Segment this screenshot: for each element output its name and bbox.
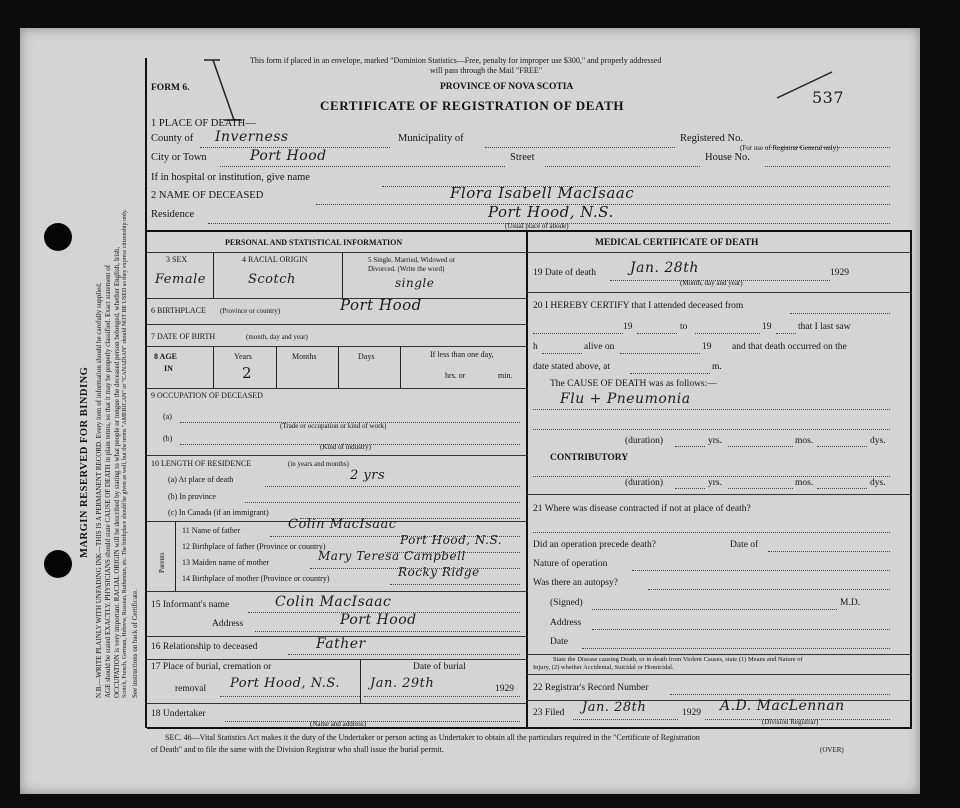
death-certificate-page <box>20 28 920 794</box>
relationship-label: 16 Relationship to deceased <box>151 642 258 652</box>
father-birthplace-value: Port Hood, N.S. <box>400 533 503 547</box>
signed-label: (Signed) <box>550 598 583 608</box>
contrib-duration-label: (duration) <box>625 478 663 488</box>
autopsy-label: Was there an autopsy? <box>533 578 618 588</box>
alive-h-label: h <box>533 342 538 352</box>
to-19: 19 <box>762 322 772 332</box>
handwritten-slash-marks <box>20 28 30 38</box>
province-name: PROVINCE OF NOVA SCOTIA <box>440 82 574 92</box>
date-of-death-label: 19 Date of death <box>533 268 597 278</box>
nb-line-4: Scotch, French, German, Hebrew, Russian, Ruthenian, etc. The birthplace should be given as well, but the terms "AMERICAN" or "CANADIAN" should NOT BE USED as they express citizenship only. <box>122 209 128 698</box>
margin-rule <box>145 58 147 728</box>
occupation-label: 9 OCCUPATION OF DECEASED <box>151 391 263 400</box>
burial-year: 1929 <box>495 684 514 694</box>
cause-dys-label: dys. <box>870 436 886 446</box>
days-label: Days <box>358 352 375 361</box>
residence-length-label: 10 LENGTH OF RESIDENCE <box>151 459 252 468</box>
burial-date-label: Date of burial <box>413 662 466 672</box>
house-no-label: House No. <box>705 152 750 163</box>
alive-on-label: alive on <box>584 342 615 352</box>
county-value: Inverness <box>215 129 289 145</box>
res-in-canada-label: (c) In Canada (if an immigrant) <box>168 508 269 517</box>
date-of-death-year: 1929 <box>830 268 849 278</box>
registrar-signature: A.D. MacLennan <box>720 698 845 714</box>
from-19: 19 <box>623 322 633 332</box>
marital-label-2: Divorced. (Write the word) <box>368 265 445 273</box>
city-label: City or Town <box>151 152 207 163</box>
nb-line-1: N.B.—WRITE PLAINLY WITH UNFADING INK—THIS IS A PERMANENT RECORD. Every item of information should be carefully supplied. <box>95 282 103 698</box>
nb-line-3: OCCUPATION is very important. RACIAL ORIGIN will be described by stating to what people or tongue the deceased person belonged, whether English, Irish, <box>113 246 121 698</box>
residence-length-note: (in years and months) <box>288 460 349 468</box>
municipality-label: Municipality of <box>398 133 464 144</box>
division-registrar-note: (Division Registrar) <box>762 718 819 726</box>
mother-name-value: Mary Teresa Campbell <box>318 549 466 563</box>
contributory-label: CONTRIBUTORY <box>550 453 629 463</box>
cause-mos-label: mos. <box>795 436 814 446</box>
nb-line-2: AGE should be stated EXACTLY. PHYSICIANS should state CAUSE OF DEATH in plain terms, so that it may be properly classified. Exact statement of <box>104 264 112 698</box>
contracted-label: 21 Where was disease contracted if not at place of death? <box>533 504 751 514</box>
binding-hole-top <box>44 223 72 251</box>
father-name-label: 11 Name of father <box>182 526 241 535</box>
mother-birthplace-value: Rocky Ridge <box>398 565 480 579</box>
last-saw-label: that I last saw <box>798 322 851 332</box>
age-label: 8 AGE <box>154 352 177 361</box>
informant-address-value: Port Hood <box>340 612 417 628</box>
marital-label-1: 5 Single, Married, Widowed or <box>368 256 456 264</box>
contrib-yrs-label: yrs. <box>708 478 722 488</box>
md-label: M.D. <box>840 598 861 608</box>
dob-label: 7 DATE OF BIRTH <box>151 332 216 341</box>
res-in-province-label: (b) In province <box>168 492 216 501</box>
deceased-name-value: Flora Isabell MacIsaac <box>450 184 635 202</box>
nb-line-5: See instructions on back of Certificate. <box>131 589 139 698</box>
undertaker-note: (Name and address) <box>310 720 366 728</box>
record-number-label: 22 Registrar's Record Number <box>533 683 649 693</box>
birthplace-value: Port Hood <box>340 296 422 314</box>
sex-label: 3 SEX <box>166 255 188 264</box>
certify-label: 20 I HEREBY CERTIFY that I attended deceased from <box>533 301 744 311</box>
deceased-name-label: 2 NAME OF DECEASED <box>151 190 264 201</box>
street-label: Street <box>510 152 535 163</box>
informant-value: Colin MacIsaac <box>275 594 392 610</box>
birthplace-note: (Province or country) <box>220 307 281 315</box>
notice-line-2: will pass through the Mail "FREE" <box>430 66 543 75</box>
certificate-title: CERTIFICATE OF REGISTRATION OF DEATH <box>320 98 625 113</box>
racial-origin-label: 4 RACIAL ORIGIN <box>242 255 308 264</box>
burial-label-1: 17 Place of burial, cremation or <box>151 662 272 672</box>
registrar-general-note: (For use of Registrar General only) <box>740 144 839 152</box>
father-name-value: Colin MacIsaac <box>288 517 397 532</box>
place-heading: 1 PLACE OF DEATH— <box>151 118 256 129</box>
filed-year: 1929 <box>682 708 701 718</box>
city-value: Port Hood <box>250 148 327 164</box>
to-label: to <box>680 322 688 332</box>
residence-value: Port Hood, N.S. <box>488 203 614 221</box>
cause-duration-label: (duration) <box>625 436 663 446</box>
informant-label: 15 Informant's name <box>151 600 230 610</box>
cause-value: Flu + Pneumonia <box>560 391 691 407</box>
date-of-death-value: Jan. 28th <box>630 260 699 276</box>
footer-over: (OVER) <box>820 746 844 754</box>
res-at-place-value: 2 yrs <box>350 468 386 483</box>
years-label: Years <box>234 352 252 361</box>
parents-label: Parents <box>158 552 166 573</box>
medical-heading: MEDICAL CERTIFICATE OF DEATH <box>595 238 759 248</box>
personal-heading: PERSONAL AND STATISTICAL INFORMATION <box>225 238 403 247</box>
months-label: Months <box>292 352 317 361</box>
footer-line-2: of Death" and to file the same with the Division Registrar who shall issue the burial permit. <box>151 745 444 754</box>
notice-line-1: This form if placed in an envelope, marked "Dominion Statistics—Free, penalty for improper use $300," and properly addressed <box>250 56 662 65</box>
hrs-label: hrs. or <box>445 371 466 380</box>
operation-date-label: Date of <box>730 540 759 550</box>
registered-no-label: Registered No. <box>680 133 743 144</box>
occupation-a-label: (a) <box>163 412 172 421</box>
signature-address-label: Address <box>550 618 582 628</box>
residence-label: Residence <box>151 209 195 220</box>
binding-hole-bottom <box>44 550 72 578</box>
burial-label-2: removal <box>175 684 207 694</box>
occupation-b-label: (b) <box>163 434 173 443</box>
racial-origin-value: Scotch <box>248 272 296 287</box>
certificate-number: 537 <box>812 88 845 107</box>
age-in-label: IN <box>164 364 173 373</box>
dob-note: (month, day and year) <box>246 333 308 341</box>
county-label: County of <box>151 133 194 144</box>
date-above-label: date stated above, at <box>533 362 611 372</box>
undertaker-label: 18 Undertaker <box>151 709 206 719</box>
death-occurred-label: and that death occurred on the <box>732 342 847 352</box>
age-years-value: 2 <box>242 364 253 382</box>
mother-name-label: 13 Maiden name of mother <box>182 558 270 567</box>
relationship-value: Father <box>316 636 366 652</box>
filed-label: 23 Filed <box>533 708 565 718</box>
residence-note: (Usual place of abode) <box>505 222 569 230</box>
state-note-2: Injury, (2) whether Accidental, Suicidal or Homicidal. <box>533 664 674 671</box>
contrib-mos-label: mos. <box>795 478 814 488</box>
birthplace-label: 6 BIRTHPLACE <box>151 306 206 315</box>
father-birthplace-label: 12 Birthplace of father (Province or country) <box>182 542 326 551</box>
marital-value: single <box>395 276 435 290</box>
operation-label: Did an operation precede death? <box>533 540 656 550</box>
res-at-place-label: (a) At place of death <box>168 475 234 484</box>
state-note-1: State the Disease causing Death, or in death from Violent Causes, state (1) Means and Nature of <box>553 656 803 663</box>
less-than-day-label: If less than one day, <box>430 350 494 359</box>
date-of-death-note: (Month, day and year) <box>680 279 743 287</box>
contrib-dys-label: dys. <box>870 478 886 488</box>
signature-date-label: Date <box>550 637 568 647</box>
sex-value: Female <box>155 272 206 287</box>
m-label: m. <box>712 362 722 372</box>
cause-label: The CAUSE OF DEATH was as follows:— <box>550 379 717 389</box>
informant-address-label: Address <box>212 619 244 629</box>
burial-date-value: Jan. 29th <box>370 676 435 691</box>
nature-label: Nature of operation <box>533 559 608 569</box>
binding-margin-label: MARGIN RESERVED FOR BINDING <box>79 366 90 558</box>
min-label: min. <box>498 371 513 380</box>
alive-19: 19 <box>702 342 712 352</box>
occupation-b-note: (Kind of industry) <box>320 443 371 451</box>
burial-place-value: Port Hood, N.S. <box>230 676 340 691</box>
hospital-label: If in hospital or institution, give name <box>151 172 310 183</box>
filed-date-value: Jan. 28th <box>582 700 647 715</box>
form-number: FORM 6. <box>151 83 190 93</box>
mother-birthplace-label: 14 Birthplace of mother (Province or country) <box>182 574 330 583</box>
occupation-a-note: (Trade or occupation or kind of work) <box>280 422 387 430</box>
cause-yrs-label: yrs. <box>708 436 722 446</box>
footer-line-1: SEC. 46—Vital Statistics Act makes it the duty of the Undertaker or person acting as Undertaker to obtain all the particulars required in the "Certificate of Registration <box>165 733 700 742</box>
